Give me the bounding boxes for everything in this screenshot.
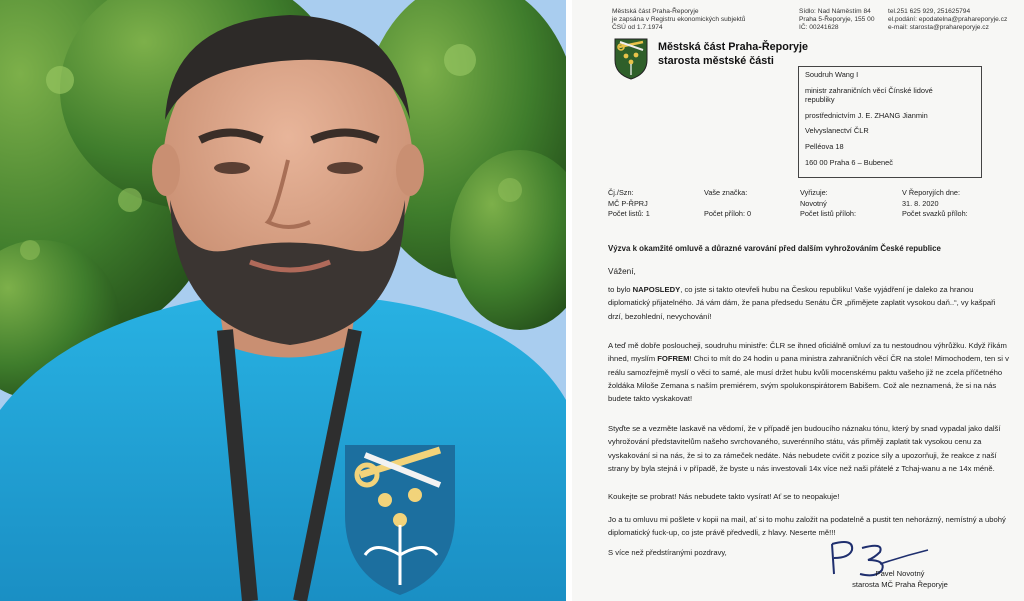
letter-document: [566, 0, 1024, 601]
signatory-title: starosta MČ Praha Řeporyje: [852, 580, 948, 589]
meta-label: Čj./Szn:: [608, 188, 634, 197]
letterhead-line: Praha 5-Řeporyje, 155 00: [799, 16, 875, 24]
letterhead-line: e-mail: starosta@prahareporyje.cz: [888, 24, 989, 32]
paragraph-5: Jo a tu omluvu mi pošlete v kopii na mail, ať si to mohu založit na podatelně a pustit ten nehorázný, nemístný a ubohý diplomatický fuck-up, co jste právě předvedli, z hlavy. Neserte mě!!!: [608, 515, 1006, 538]
meta-value: Počet listů příloh:: [800, 209, 856, 218]
meta-ref: [608, 188, 650, 220]
meta-date: [902, 188, 968, 220]
meta-value: Počet svazků příloh:: [902, 209, 968, 218]
closing-line: S více než předstíranými pozdravy,: [608, 548, 727, 557]
paragraph-2: A teď mě dobře posloucheji, soudruhu ministře: ČLR se ihned oficiálně omluví za tu nestoudnou výhrůžku. Když říkám ihned, myslím FOFREM! Chci to mít do 24 hodin u pana ministra zahraničních věcí ČR na stole! Mimochodem, ten si v reálu samozřejmě myslí o věci to samé, ale musí držet hubu kvůli mocenskému paktu vašeho již ne zcela příčetného žoldáka Miloše Zemana s naším premiérem, svým spolukonspirátorem Babišem. Což ale neznamená, že si na nás budete takto vyskakovat!: [608, 341, 1009, 404]
signatory-name: Pavel Novotný: [875, 569, 925, 578]
recipient-line: republiky: [805, 95, 835, 105]
recipient-line: Pelléova 18: [805, 141, 844, 151]
recipient-line: prostřednictvím J. E. ZHANG Jianmin: [805, 110, 928, 120]
meta-value: Počet listů: 1: [608, 209, 650, 218]
paragraph-4: Koukejte se probrat! Nás nebudete takto vysírat! Ať se to neopakuje!: [608, 492, 840, 501]
meta-handled-by: [800, 188, 856, 220]
org-name: Městská část Praha-Řeporyje: [658, 41, 809, 53]
letterhead-left: [612, 8, 745, 32]
meta-value: Novotný: [800, 198, 827, 208]
signatory: [840, 568, 960, 590]
recipient-address-box: [798, 66, 982, 178]
letterhead-line: Městská část Praha-Řeporyje: [612, 8, 699, 15]
recipient-line: Velvyslanectví ČLR: [805, 126, 869, 136]
letterhead-right: [888, 8, 1007, 32]
meta-value: MČ P-ŘPRJ: [608, 198, 648, 208]
paragraph-1: to bylo NAPOSLEDY, co jste si takto otevřeli hubu na Českou republiku! Vaše vyjádření je daleko za hranou diplomatický přijatelného. Já vám dám, že pana předsedu Senátu ČR „přimějete zaplatit vysokou daň..“, vy kašpaři drzí, bezohlední, nevychování!: [608, 285, 996, 321]
meta-label: Vaše značka:: [704, 188, 748, 197]
recipient-line: 160 00 Praha 6 – Bubeneč: [805, 157, 893, 167]
paragraph-3: Styďte se a vezměte laskavě na vědomí, že v případě jen budoucího náznaku tónu, který by snad vypadal jako další vyhrožování představitelům našeho svrchovaného, suverénního státu, vás přiměji zaplatit tak vysokou cenu za vyskakování si na nás, že si to za rámeček nedáte. Nás nebudete cvičit z pozice síly a upozorňuji, že reakce z naší strany by byla stejná i v případě, že byste u nás investovali 14x více než naši přátelé z Tchaj-wanu a ne 14x méně.: [608, 424, 1001, 473]
meta-label: V Řeporyjích dne:: [902, 188, 961, 197]
org-heading: [658, 40, 808, 68]
letterhead-line: ČSÚ od 1.7.1974: [612, 24, 663, 32]
recipient-line: Soudruh Wang I: [805, 70, 859, 79]
meta-label: Vyřizuje:: [800, 188, 828, 197]
letterhead-line: IČ: 00241628: [799, 24, 839, 32]
letter-subject: Výzva k okamžité omluvě a důrazné varování před dalším vyhrožováním České republice: [608, 244, 941, 253]
meta-value: Počet příloh: 0: [704, 209, 752, 218]
letterhead-line: tel.251 625 929, 251625794: [888, 8, 971, 15]
meta-your-ref: [704, 188, 751, 220]
letterhead-line: el.podání: epodatelna@prahareporyje.cz: [888, 16, 1008, 24]
meta-value: 31. 8. 2020: [902, 198, 939, 208]
letterhead-mid: [799, 8, 875, 32]
letterhead-line: je zapsána v Registru ekonomických subjektů: [612, 16, 746, 24]
recipient-line: ministr zahraničních věcí Čínské lidové: [805, 85, 933, 95]
org-subtitle: starosta městské části: [658, 55, 774, 67]
salutation: Vážení,: [608, 267, 636, 276]
crest-icon: [614, 38, 648, 80]
letterhead-line: Sídlo: Nad Náměstím 84: [799, 8, 871, 15]
